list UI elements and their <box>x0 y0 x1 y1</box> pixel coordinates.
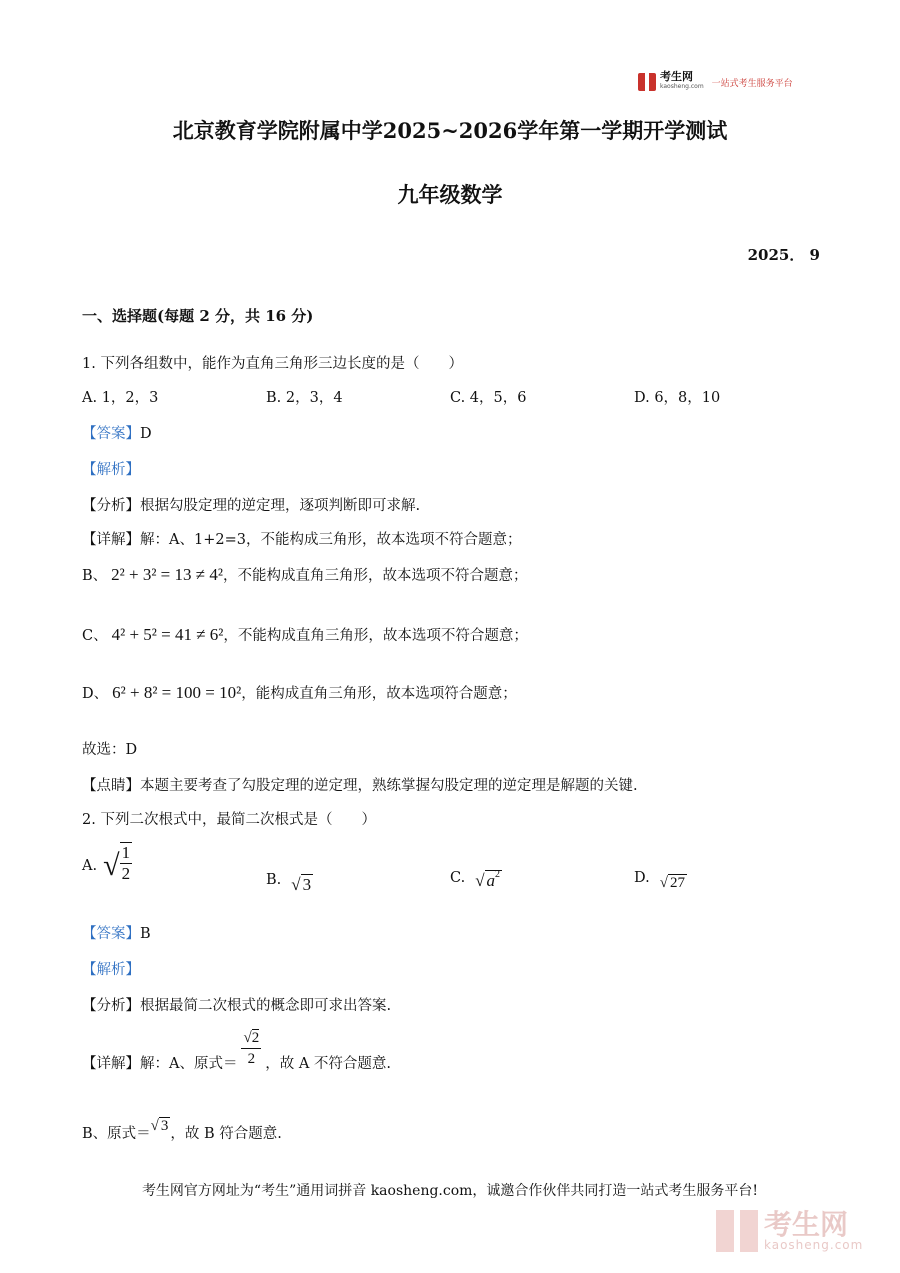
q2-xiangjie <box>82 1024 391 1073</box>
fenxi-tag: 【分析】 <box>82 498 140 514</box>
sqrt-icon: √ <box>659 875 668 891</box>
sqrt-icon: √ <box>475 871 485 890</box>
sqrt-icon: √ <box>150 1118 159 1134</box>
section-heading: 一、选择题(每题 2 分，共 16 分) <box>82 307 314 325</box>
line-b-prefix: B、原式＝ <box>82 1126 151 1142</box>
line-c-math: 4² + 5² = 41 ≠ 6² <box>111 624 224 644</box>
line-c-prefix: C、 <box>82 628 108 644</box>
answer-value: B <box>140 926 151 942</box>
footer-text: 考生网官方网址为“考生”通用词拼音 kaosheng.com，诚邀合作伙伴共同打造一站式考生服务平台! <box>141 1183 759 1199</box>
fenxi-tag: 【分析】 <box>82 998 140 1014</box>
q2-option-c-root: √ $a^2$ <box>475 869 501 890</box>
line-d-math: 6² + 8² = 100 = 10² <box>112 682 242 702</box>
line-c-text: ，不能构成直角三角形，故本选项不符合题意； <box>223 628 528 644</box>
q1-line-d <box>82 682 517 703</box>
q2-option-a-label: A. <box>82 858 98 874</box>
logo-slogan: 一站式考生服务平台 <box>711 78 793 89</box>
xiangjie-a: 解：A、原式＝ <box>140 1056 238 1072</box>
q2-option-d-label: D. <box>634 870 650 886</box>
header-logo <box>638 72 793 92</box>
line-d-prefix: D、 <box>82 686 109 702</box>
fenxi-text: 根据最简二次根式的概念即可求出答案. <box>140 998 392 1014</box>
q1-option-d: D. 6，8，10 <box>634 390 721 406</box>
q1-answer <box>82 422 152 443</box>
line-b-tail: ，故 B 符合题意. <box>170 1126 282 1142</box>
q1-guxuan: 故选：D <box>82 742 138 758</box>
q2-option-d <box>634 864 687 892</box>
q2-option-c <box>450 864 502 891</box>
q2-option-b-label: B. <box>266 871 282 888</box>
sqrt-icon: √ <box>103 849 120 882</box>
q1-line-b <box>82 564 527 585</box>
q2-line-b <box>82 1110 282 1143</box>
q2-option-c-label: C. <box>450 869 466 886</box>
q2-option-b <box>266 864 313 895</box>
answer-tag: 【答案】 <box>82 426 140 442</box>
xiangjie-tag: 【详解】 <box>82 532 140 548</box>
doc-date: 2025． 9 <box>747 246 820 264</box>
doc-title: 北京教育学院附属中学2025~2026学年第一学期开学测试 <box>172 118 728 143</box>
q1-dianjing <box>82 774 638 795</box>
kaosheng-logo-icon <box>638 73 656 91</box>
line-b-text: ，不能构成直角三角形，故本选项不符合题意； <box>222 568 528 584</box>
sqrt-icon: √ <box>291 875 301 894</box>
q1-option-a: A. 1，2，3 <box>82 390 159 406</box>
fenxi-text: 根据勾股定理的逆定理，逐项判断即可求解. <box>140 498 421 514</box>
line-b-root: √ 3 <box>150 1118 169 1134</box>
logo-text: 考生网 <box>660 70 693 83</box>
answer-tag: 【答案】 <box>82 926 140 942</box>
q2-option-b-root: √ 3 <box>291 875 312 894</box>
dianjing-text: 本题主要考查了勾股定理的逆定理，熟练掌握勾股定理的逆定理是解题的关键. <box>140 778 638 794</box>
frac-denominator: 2 <box>121 864 131 883</box>
sqrt-icon: √ <box>243 1030 252 1046</box>
doc-subtitle: 九年级数学 <box>397 182 503 207</box>
q1-option-c: C. 4，5，6 <box>450 390 527 406</box>
watermark-logo-icon <box>716 1210 758 1252</box>
q1-option-b: B. 2，3，4 <box>266 390 343 406</box>
xiangjie-tag: 【详解】 <box>82 1056 140 1072</box>
xiangjie-a-tail: ，故 A 不符合题意. <box>265 1056 392 1072</box>
watermark-subtext: kaosheng.com <box>764 1238 864 1252</box>
q2-answer <box>82 922 151 943</box>
q2-stem: 2. 下列二次根式中，最简二次根式是（ ） <box>82 812 376 828</box>
dianjing-tag: 【点睛】 <box>82 778 140 794</box>
q2-option-a-root <box>103 842 132 890</box>
line-b-prefix: B、 <box>82 568 108 584</box>
logo-subtext: kaosheng.com <box>660 83 704 90</box>
frac-numerator: 1 <box>121 843 131 862</box>
watermark <box>716 1210 863 1252</box>
line-d-text: ，能构成直角三角形，故本选项符合题意； <box>241 686 517 702</box>
watermark-text: 考生网 <box>764 1208 849 1241</box>
xiangjie-text: 解：A、1+2=3，不能构成三角形，故本选项不符合题意； <box>140 532 522 548</box>
q2-analysis-tag: 【解析】 <box>82 962 140 978</box>
q2-fenxi <box>82 994 391 1015</box>
q2-option-d-root: √ 27 <box>659 875 685 891</box>
q1-stem: 1. 下列各组数中，能作为直角三角形三边长度的是（ ） <box>82 356 463 372</box>
q1-analysis-tag: 【解析】 <box>82 462 140 478</box>
q1-line-c <box>82 624 528 645</box>
q1-fenxi <box>82 494 420 515</box>
q2-option-a <box>82 842 132 890</box>
line-b-math: 2² + 3² = 13 ≠ 4² <box>111 564 223 584</box>
q1-xiangjie <box>82 528 521 549</box>
answer-value: D <box>140 426 152 442</box>
xiangjie-a-fraction: $\frac{√2}{2}$ <box>243 1030 260 1067</box>
